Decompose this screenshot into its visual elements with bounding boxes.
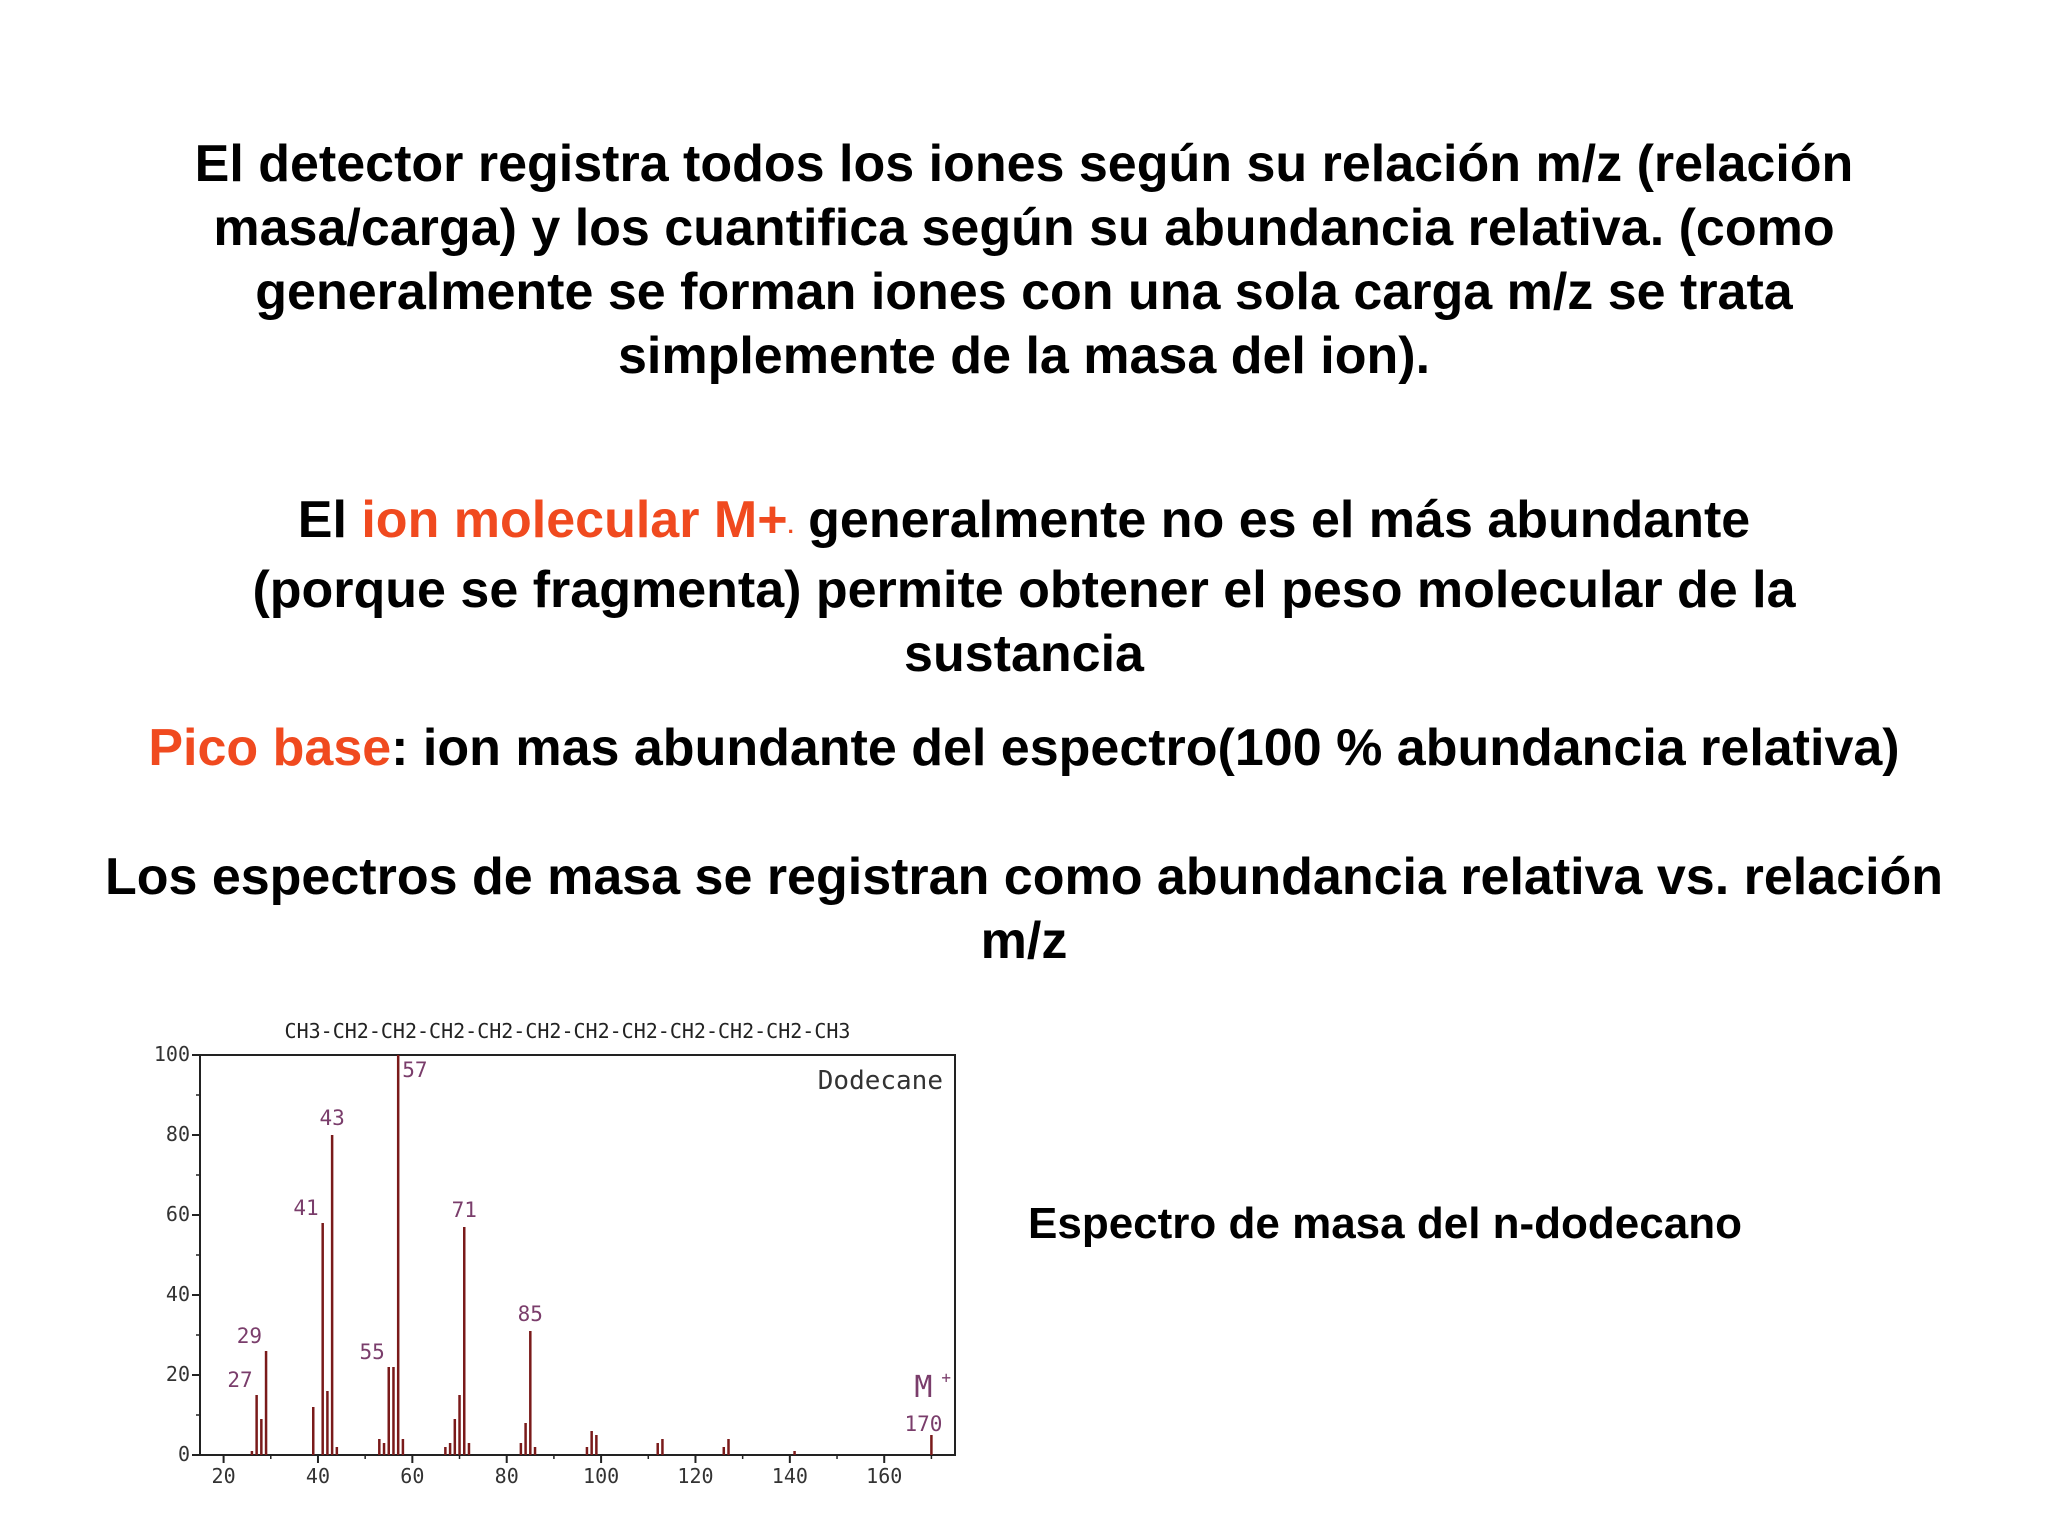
- y-tick-label: 0: [177, 1442, 190, 1466]
- x-tick-label: 20: [211, 1464, 236, 1488]
- x-tick-label: 140: [771, 1464, 808, 1488]
- molecular-ion-highlight: ion molecular M+: [361, 491, 788, 549]
- chart-title-formula: CH3-CH2-CH2-CH2-CH2-CH2-CH2-CH2-CH2-CH2-CH2-CH3: [284, 1019, 851, 1043]
- radical-dot: .: [787, 513, 794, 538]
- peak-label-57: 57: [402, 1058, 428, 1082]
- x-tick-label: 100: [583, 1464, 620, 1488]
- x-tick-label: 160: [866, 1464, 903, 1488]
- y-tick-label: 60: [165, 1202, 190, 1226]
- peak-label-41: 41: [293, 1196, 319, 1220]
- molecular-ion-paragraph: [200, 488, 1848, 686]
- peak-label-43: 43: [319, 1106, 345, 1130]
- spectra-axes-paragraph: Los espectros de masa se registran como abundancia relativa vs. relación m/z: [104, 848, 1944, 970]
- y-tick-label: 100: [153, 1042, 190, 1066]
- molecular-ion-marker: M: [914, 1370, 933, 1405]
- base-peak-highlight: Pico base: [148, 719, 392, 777]
- base-peak-text: : ion mas abundante del espectro(100 % abundancia relativa): [391, 719, 1900, 777]
- intro-paragraph: El detector registra todos los iones según su relación m/z (relación masa/carga) y los cuantifica según su abundancia relativa. (como generalmente se forman iones con una sola carga m/z se trata simplemente de la masa del ion).: [194, 135, 1854, 385]
- molecular-ion-value: 170: [904, 1412, 943, 1436]
- mass-spectrum-chart: [150, 1008, 970, 1488]
- peak-label-29: 29: [236, 1324, 263, 1348]
- y-tick-label: 80: [165, 1122, 190, 1146]
- peak-label-55: 55: [359, 1340, 385, 1364]
- peak-label-27: 27: [227, 1368, 253, 1392]
- molecular-ion-text-after: generalmente no es el más abundante (porque se fragmenta) permite obtener el peso molecular de la sustancia: [252, 491, 1796, 683]
- x-tick-label: 120: [677, 1464, 714, 1488]
- x-tick-label: 80: [494, 1464, 519, 1488]
- x-tick-label: 60: [400, 1464, 425, 1488]
- legend-label-dodecane: Dodecane: [817, 1066, 943, 1096]
- peak-label-85: 85: [517, 1302, 543, 1326]
- plot-frame: [200, 1055, 955, 1455]
- y-tick-label: 20: [165, 1362, 190, 1386]
- molecular-ion-charge: +: [941, 1368, 952, 1387]
- molecular-ion-text-before: El: [297, 491, 362, 549]
- peak-label-71: 71: [451, 1198, 477, 1222]
- spectrum-caption: Espectro de masa del n-dodecano: [1028, 1199, 1742, 1248]
- y-tick-label: 40: [165, 1282, 190, 1306]
- x-tick-label: 40: [305, 1464, 331, 1488]
- base-peak-paragraph: [40, 716, 2008, 780]
